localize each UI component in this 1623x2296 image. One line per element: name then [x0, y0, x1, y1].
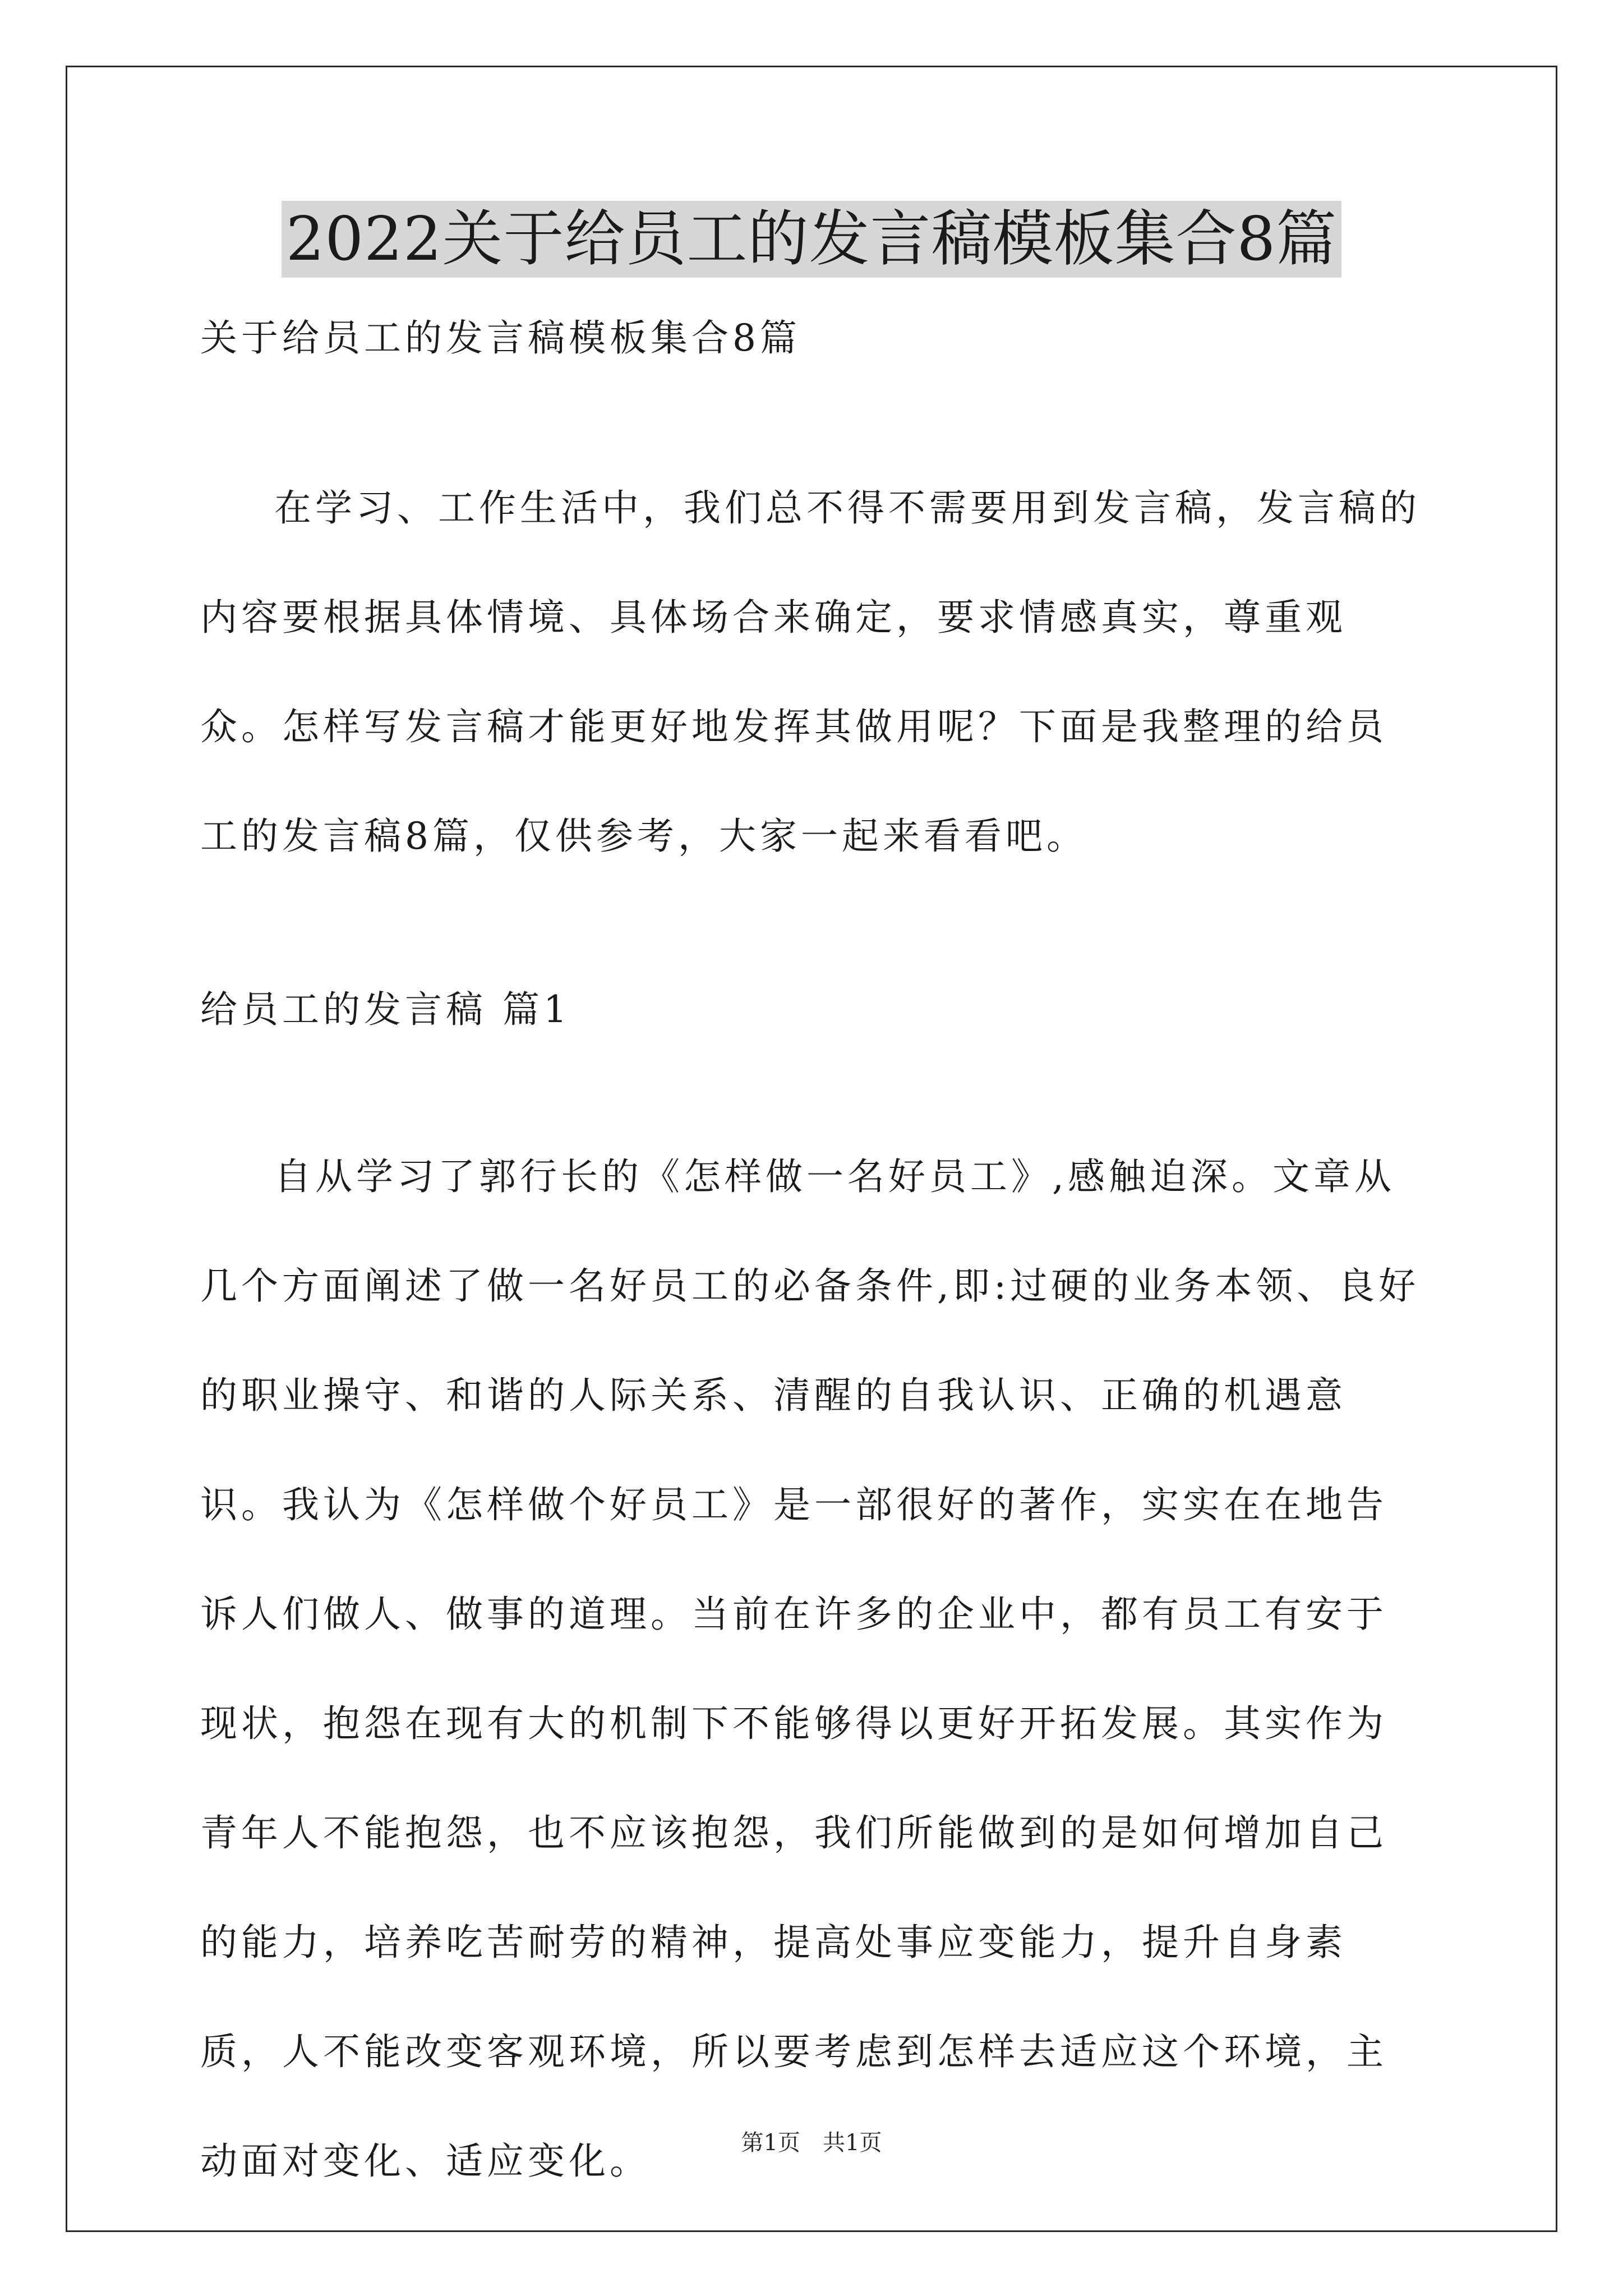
document-title-text: 2022关于给员工的发言稿模板集合8篇: [282, 201, 1342, 278]
section-body-paragraph: 自从学习了郭行长的《怎样做一名好员工》,感触迫深。文章从几个方面阐述了做一名好员工的必备条件,即:过硬的业务本领、良好的职业操守、和谐的人际关系、清醒的自我认识、正确的机遇意识。我认为《怎样做个好员工》是一部很好的著作，实实在在地告诉人们做人、做事的道理。当前在许多的企业中，都有员工有安于现状，抱怨在现有大的机制下不能够得以更好开拓发展。其实作为青年人不能抱怨，也不应该抱怨，我们所能做到的是如何增加自己的能力，培养吃苦耐劳的精神，提高处事应变能力，提升自身素质，人不能改变客观环境，所以要考虑到怎样去适应这个环境，主动面对变化、适应变化。: [200, 1155, 1420, 2183]
intro-paragraph: 在学习、工作生活中，我们总不得不需要用到发言稿，发言稿的内容要根据具体情境、具体场合来确定，要求情感真实，尊重观众。怎样写发言稿才能更好地发挥其做用呢？下面是我整理的给员工的发言稿8篇，仅供参考，大家一起来看看吧。: [200, 486, 1421, 858]
document-title: [0, 197, 1623, 282]
intro-section: [200, 453, 1423, 891]
page-footer: 第1页 共1页: [741, 2130, 882, 2156]
document-subtitle: 关于给员工的发言稿模板集合8篇: [200, 316, 801, 360]
section-body: [200, 1122, 1423, 2216]
section-heading: 给员工的发言稿 篇1: [200, 988, 571, 1031]
